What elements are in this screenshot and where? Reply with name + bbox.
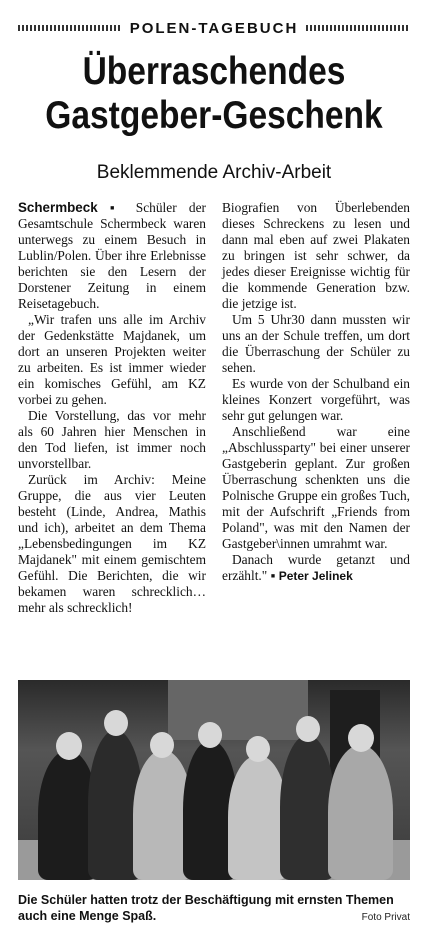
photo-person-head	[348, 724, 374, 752]
photo-person	[228, 755, 288, 880]
article-paragraph	[222, 552, 410, 584]
headline	[39, 50, 390, 138]
article-paragraph: Die Vorstellung, das vor mehr als 60 Jahren hier Menschen in den Tod liefen, ist immer noch unvorstellbar.	[18, 408, 206, 471]
group-photo	[18, 680, 410, 880]
headline-line-2: Gastgeber-Geschenk	[45, 94, 383, 137]
article-column-2	[222, 200, 410, 616]
photo-person-head	[150, 732, 174, 758]
article-paragraph: Biografien von Überlebenden dieses Schreckens zu lesen und dann mal eben auf zwei Plakaten zu bringen ist sehr schwer, da jedes dieser Ereignisse wichtig für die kommende Generation bzw. die jetzige ist.	[222, 200, 410, 311]
photo-person-head	[104, 710, 128, 736]
article-column-1	[18, 200, 206, 616]
article-paragraph: Zurück im Archiv: Meine Gruppe, die aus vier Leuten besteht (Linde, Andrea, Mathis und ich), arbeitet an dem Thema „Lebensbedingungen im KZ Majdanek" mit einem gemischtem Gefühl. Die Berichten, die wir bekamen waren schrecklich…mehr als schrecklich!	[18, 472, 206, 615]
kicker-rule-left	[18, 25, 122, 31]
photo-person-head	[56, 732, 82, 760]
section-kicker	[18, 18, 410, 38]
photo-person	[280, 735, 335, 880]
article-paragraph: Um 5 Uhr30 dann mussten wir uns an der Schule treffen, um dort die Überraschung der Schüler zu sehen.	[222, 312, 410, 375]
article-paragraph: „Wir trafen uns alle im Archiv der Gedenkstätte Majdanek, um dort an unseren Projekten weiter zu arbeiten. Es ist immer wieder ein komisches Gefühl, am KZ vorbei zu gehen.	[18, 312, 206, 407]
paragraph-text: Danach wurde getanzt und erzählt."	[222, 552, 410, 583]
photo-person	[328, 745, 393, 880]
kicker-rule-right	[306, 25, 410, 31]
photo-background-wall	[168, 680, 308, 740]
author-name: Peter Jelinek	[278, 569, 353, 583]
article-paragraph	[18, 200, 206, 312]
dateline: Schermbeck	[18, 200, 98, 215]
article-body	[18, 200, 410, 616]
photo-person-head	[296, 716, 320, 742]
subheadline: Beklemmende Archiv-Arbeit	[96, 162, 332, 183]
dateline-separator: ▪	[97, 200, 136, 215]
kicker-label: POLEN-TAGEBUCH	[129, 19, 299, 37]
photo-person-head	[198, 722, 222, 748]
photo-person-head	[246, 736, 270, 762]
headline-line-1: Überraschendes	[82, 50, 346, 93]
paragraph-text: Schüler der Gesamtschule Schermbeck waren unterwegs zu einem Besuch in Lublin/Polen. Über ihre Erlebnisse berichten sie den Lesern der Dorstener Zeitung in einem Reisetagebuch.	[18, 200, 206, 311]
article-paragraph: Es wurde von der Schulband ein kleines Konzert vorgeführt, was sehr gut gelungen war.	[222, 376, 410, 423]
photo-credit: Foto Privat	[361, 912, 410, 923]
article-paragraph: Anschließend war eine „Abschlussparty" bei einer unserer Gastgeberin geplant. Zur großen Überraschung schenkten uns die Polnische Gruppe ein großes Tuch, mit der Aufschrift „Friends from Poland", was mit den Namen der Gastgeber\innen umrahmt war.	[222, 424, 410, 551]
author-separator: ▪	[267, 568, 279, 583]
photo-caption: Die Schüler hatten trotz der Beschäftigung mit ernsten Themen auch eine Menge Spaß.	[18, 893, 394, 923]
